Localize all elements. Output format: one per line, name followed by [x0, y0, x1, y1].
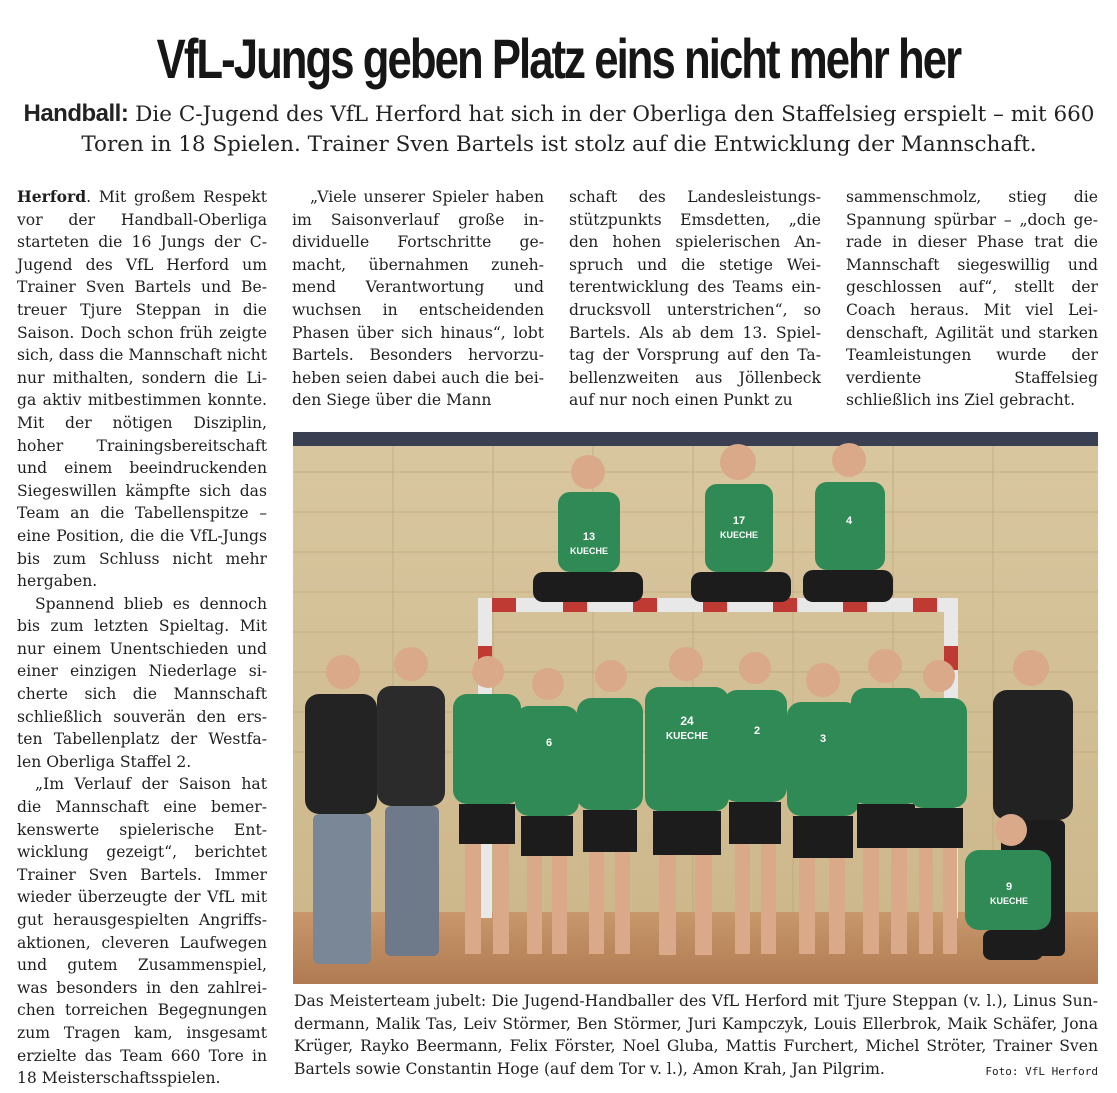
article-column-2 — [292, 186, 544, 412]
photo-credit: Foto: VfL Herford — [985, 1064, 1098, 1078]
photo-caption-text: Das Meisterteam jubelt: Die Jugend-Handballer des VfL Herford mit Tjure Steppan (v. l.), Linus Sundermann, Malik Tas, Leiv Störmer, Ben Störmer, Juri Kampczyk, Louis Ellerbrok, Maik Schäfer, Jona Krüger, Rayko Beermann, Felix Förster, Noel Gluba, Mattis Furchert, Michel Ströter, Trainer Sven Bartels sowie Constantin Hoge (auf dem Tor v. l.), Amon Krah, Jan Pilgrim. — [294, 992, 1098, 1078]
jersey-number-2: 2 — [753, 725, 761, 737]
jersey-number-3: 3 — [819, 733, 827, 745]
deck — [14, 99, 1104, 160]
team-photo-illustration — [293, 432, 1098, 984]
article-column-1 — [17, 186, 267, 1090]
jersey-number-9: 9 — [1005, 881, 1013, 893]
jersey-number-6: 6 — [545, 737, 553, 749]
deck-kicker: Handball: — [23, 100, 129, 127]
jersey-number-17: 17 — [732, 515, 746, 527]
jersey-sponsor: KUECHE — [569, 546, 609, 556]
body-paragraph-4-continued: schaft des Landesleistungsstützpunkts Emsdetten, „die den hohen spielerischen Anspruch und die stetige Weiterentwicklung des Teams eindrucksvoll unterstrichen“, so Bartels. Als ab dem 13. Spieltag der Vorsprung auf den Tabellenzweiten aus Jöllenbeck auf nur noch einen Punkt zu — [569, 188, 821, 410]
body-paragraph-2: Spannend blieb es dennoch bis zum letzten Spieltag. Mit nur einem Unentschieden und einer einzigen Niederlage sicherte sich die Mannschaft schließlich souverän den ersten Tabellenplatz der Westfalen Oberliga Staffel 2. — [17, 594, 267, 771]
jersey-number-13: 13 — [582, 531, 596, 543]
top-strip — [293, 432, 1098, 446]
team-photo — [293, 432, 1098, 984]
jersey-sponsor: KUECHE — [665, 731, 709, 742]
jersey-number-24: 24 — [680, 714, 694, 728]
deck-text: Die C-Jugend des VfL Herford hat sich in der Oberliga den Staffelsieg erspielt – mit 660 Toren in 18 Spielen. Trainer Sven Bartels ist stolz auf die Entwicklung der Mannschaft. — [81, 102, 1095, 157]
jersey-number-4: 4 — [845, 515, 853, 527]
photo-caption — [294, 990, 1098, 1083]
headline: VfL-Jungs geben Platz eins nicht mehr her — [156, 27, 961, 90]
body-paragraph-4-end: sammenschmolz, stieg die Spannung spürbar – „doch gerade in dieser Phase trat die Mannschaft siegeswillig und geschlossen auf“, stellt der Coach heraus. Mit viel Leidenschaft, Agilität und starken Teamleistungen wurde der verdiente Staffelsieg schließlich ins Ziel gebracht. — [846, 188, 1098, 410]
body-paragraph-1: . Mit großem Respekt vor der Handball-Oberliga starteten die 16 Jungs der C-Jugend des VfL Herford um Trainer Sven Bartels und Betreuer Tjure Steppan in die Saison. Doch schon früh zeigte sich, dass die Mannschaft nicht nur mithalten, sondern die Liga aktiv mitbestimmen konnte. Mit der nötigen Disziplin, hoher Trainingsbereitschaft und einem beeindruckenden Siegeswillen kämpfte sich das Team an die Tabellenspitze – eine Position, die die VfL-Jungs bis zum Schluss nicht mehr hergaben. — [17, 188, 267, 591]
dateline: Herford — [17, 187, 87, 206]
article-column-3 — [569, 186, 821, 412]
body-paragraph-3: „Im Verlauf der Saison hat die Mannschaft eine bemerkenswerte spielerische Entwicklung gezeigt“, berichtet Trainer Sven Bartels. Immer wieder überzeugte der VfL mit gut herausgespielten Angriffsaktionen, cleveren Laufwegen und gutem Zusammenspiel, was besonders in den zahlreichen torreichen Begegnungen zum Tragen kam, insgesamt erzielte das Team 660 Tore in 18 Meisterschaftsspielen. — [17, 775, 267, 1088]
jersey-sponsor: KUECHE — [719, 530, 759, 540]
jersey-sponsor: KUECHE — [989, 896, 1029, 906]
article-column-4 — [846, 186, 1098, 412]
body-paragraph-4: „Viele unserer Spieler haben im Saisonverlauf große individuelle Fortschritte gemacht, übernahmen zunehmend Verantwortung und wuchsen in entscheidenden Phasen über sich hinaus“, lobt Bartels. Besonders hervorzuheben seien dabei auch die beiden Siege über die Mann — [292, 188, 544, 410]
